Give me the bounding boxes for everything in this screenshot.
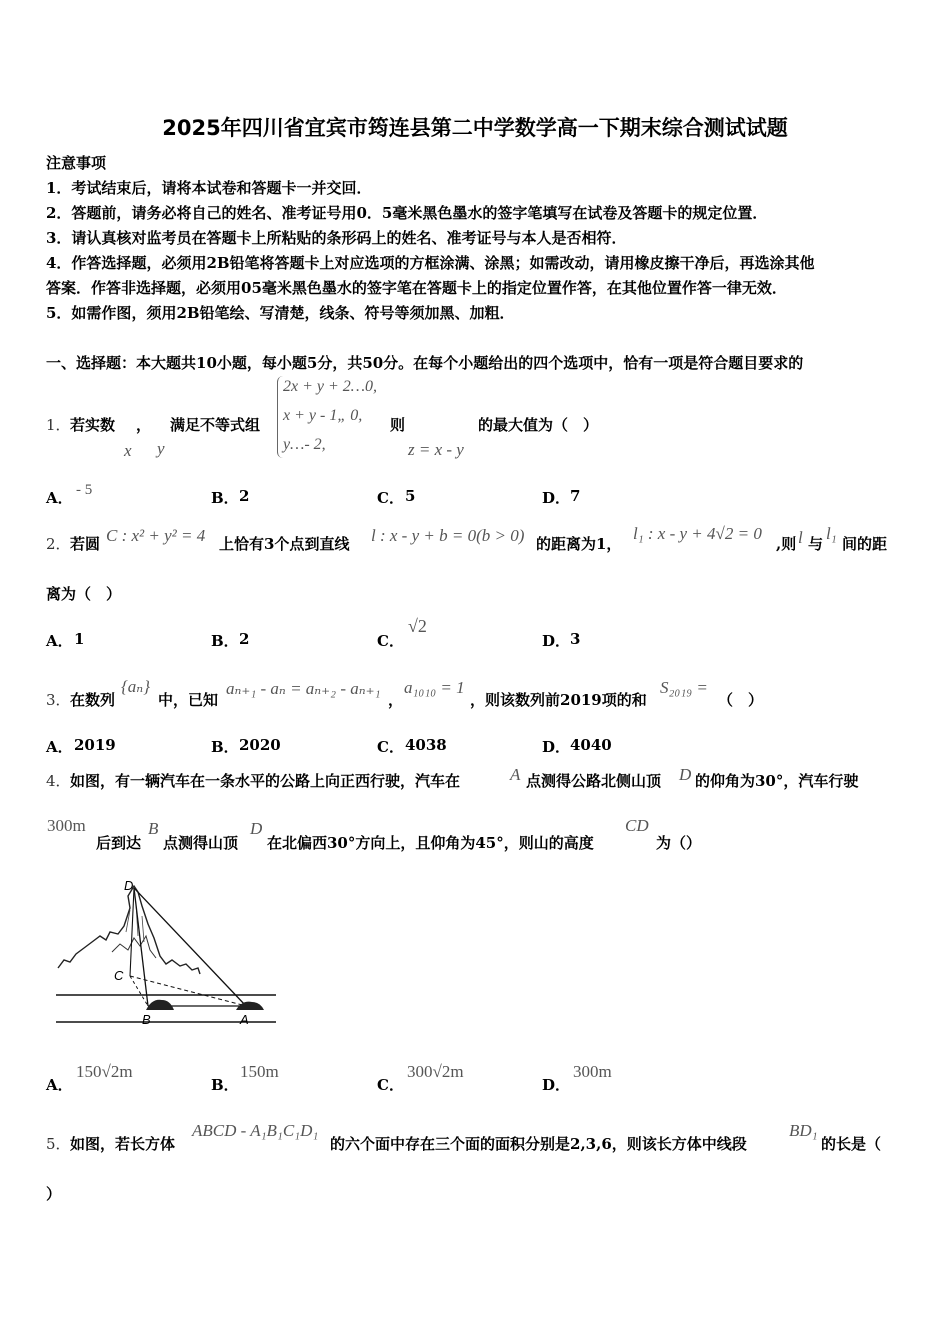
option-value: 5 bbox=[405, 487, 416, 505]
question-text: 若圆 bbox=[70, 535, 101, 553]
math-box: ABCD - A₁B₁C₁D₁ bbox=[192, 1121, 319, 1140]
question-text: 与 bbox=[808, 535, 824, 553]
line-d-to-b bbox=[134, 888, 148, 1006]
math-segment-cd: CD bbox=[625, 816, 649, 835]
option-label: A． bbox=[46, 632, 73, 650]
question-text: 若实数 bbox=[70, 416, 116, 434]
question-text: 如图，有一辆汽车在一条水平的公路上向正西行驶，汽车在 bbox=[70, 772, 461, 790]
question-text: 的距离为1， bbox=[536, 535, 622, 553]
section-heading: 一、选择题：本大题共10小题，每小题5分，共50分。在每个小题给出的四个选项中，恰有一项是符合题目要求的 bbox=[46, 354, 804, 372]
notice-item: 4．作答选择题，必须用2B铅笔将答题卡上对应选项的方框涂满、涂黑；如需改动，请用橡皮擦干净后，再选涂其他 bbox=[46, 254, 815, 272]
option-value: - 5 bbox=[76, 482, 93, 498]
label-d: D bbox=[124, 878, 134, 893]
notice-heading: 注意事项 bbox=[46, 154, 107, 172]
label-c: C bbox=[114, 968, 124, 983]
math-line: l : x - y + b = 0(b > 0) bbox=[371, 526, 525, 545]
math-var-y: y bbox=[157, 439, 165, 458]
question-text: 满足不等式组 bbox=[170, 416, 261, 434]
question-number: 4． bbox=[46, 772, 71, 790]
notice-item: 3．请认真核对监考员在答题卡上所粘贴的条形码上的姓名、准考证号与本人是否相符． bbox=[46, 229, 627, 247]
notice-item: 答案．作答非选择题，必须用05毫米黑色墨水的签字笔在答题卡上的指定位置作答，在其他位置作答一律无效． bbox=[46, 279, 787, 297]
option-value: 3 bbox=[570, 630, 581, 648]
question-text: ） bbox=[46, 1185, 62, 1203]
math-point-b: B bbox=[148, 819, 159, 838]
option-label: D． bbox=[542, 489, 571, 507]
option-label: A． bbox=[46, 1076, 73, 1094]
math-relation: aₙ₊₁ - aₙ = aₙ₊₂ - aₙ₊₁ bbox=[226, 679, 381, 698]
option-label: C． bbox=[377, 489, 404, 507]
option-label: B． bbox=[211, 1076, 239, 1094]
question-text: 则 bbox=[390, 416, 406, 434]
notice-item: 2．答题前，请务必将自己的姓名、准考证号用0．5毫米黑色墨水的签字笔填写在试卷及答题卡的规定位置． bbox=[46, 204, 768, 222]
math-point-a: A bbox=[510, 765, 521, 784]
question-number: 1． bbox=[46, 416, 71, 434]
option-label: B． bbox=[211, 738, 239, 756]
math-seq: {aₙ} bbox=[121, 677, 150, 696]
option-label: D． bbox=[542, 738, 571, 756]
option-label: C． bbox=[377, 632, 404, 650]
math-segment-bd1: BD₁ bbox=[789, 1121, 818, 1140]
question-text: ， bbox=[136, 416, 152, 434]
car-a-icon bbox=[236, 1002, 264, 1010]
line-d-to-c bbox=[130, 888, 134, 976]
math-l1: l₁ bbox=[826, 524, 837, 543]
question-number: 3． bbox=[46, 691, 71, 709]
option-label: C． bbox=[377, 738, 404, 756]
math-line1: l₁ : x - y + 4√2 = 0 bbox=[633, 524, 762, 543]
option-label: A． bbox=[46, 489, 73, 507]
question-number: 5． bbox=[46, 1135, 71, 1153]
question-text: 的六个面中存在三个面的面积分别是2,3,6，则该长方体中线段 bbox=[330, 1135, 747, 1153]
option-label: C． bbox=[377, 1076, 404, 1094]
question-text: 离为（ ） bbox=[46, 585, 122, 603]
option-label: B． bbox=[211, 489, 239, 507]
mountain-figure bbox=[50, 876, 280, 1028]
option-label: D． bbox=[542, 632, 571, 650]
question-text: ,则 bbox=[776, 535, 797, 553]
option-value: 150m bbox=[240, 1062, 279, 1081]
option-value: 7 bbox=[570, 487, 581, 505]
mountain-outline bbox=[58, 886, 200, 974]
notice-item: 1．考试结束后，请将本试卷和答题卡一并交回． bbox=[46, 179, 372, 197]
option-value: 2 bbox=[239, 487, 250, 505]
line-d-to-a bbox=[134, 888, 246, 1006]
math-var-x: x bbox=[124, 441, 132, 460]
question-text: 间的距 bbox=[842, 535, 888, 553]
page-title: 2025年四川省宜宾市筠连县第二中学数学高一下期末综合测试试题 bbox=[162, 116, 788, 140]
question-text: 在北偏西30°方向上，且仰角为45°，则山的高度 bbox=[267, 834, 594, 852]
option-value: 1 bbox=[74, 630, 85, 648]
option-value: 300m bbox=[573, 1062, 612, 1081]
option-value: 2019 bbox=[74, 736, 116, 754]
inequality: y…- 2, bbox=[283, 436, 326, 453]
math-point-d: D bbox=[250, 819, 263, 838]
objective-function: z = x - y bbox=[408, 440, 464, 459]
option-value: 2 bbox=[239, 630, 250, 648]
question-text: 的长是（ bbox=[821, 1135, 882, 1153]
notice-item: 5．如需作图，须用2B铅笔绘、写清楚，线条、符号等须加黑、加粗． bbox=[46, 304, 515, 322]
label-a: A bbox=[240, 1012, 249, 1027]
option-value: 4038 bbox=[405, 736, 447, 754]
option-value: 2020 bbox=[239, 736, 281, 754]
question-text: ，则该数列前2019项的和 bbox=[470, 691, 647, 709]
question-text: 点测得山顶 bbox=[163, 834, 239, 852]
label-b: B bbox=[142, 1012, 151, 1027]
option-label: A． bbox=[46, 738, 73, 756]
inequality: 2x + y + 2…0, bbox=[283, 378, 378, 395]
option-value: 4040 bbox=[570, 736, 612, 754]
mountain-ridge bbox=[112, 936, 156, 958]
math-circle: C : x² + y² = 4 bbox=[106, 526, 206, 545]
question-text: （ ） bbox=[718, 691, 764, 709]
math-sum: S₂₀₁₉ = bbox=[660, 678, 708, 697]
math-point-d: D bbox=[679, 765, 692, 784]
question-text: 如图，若长方体 bbox=[70, 1135, 176, 1153]
question-text: 后到达 bbox=[96, 834, 142, 852]
question-text: ， bbox=[388, 691, 404, 709]
inequality: x + y - 1„ 0, bbox=[283, 407, 363, 424]
option-value: 300√2m bbox=[407, 1062, 464, 1081]
question-text: 的最大值为（ ） bbox=[478, 416, 599, 434]
question-text: 为（） bbox=[656, 834, 702, 852]
car-b-icon bbox=[146, 1000, 174, 1010]
question-number: 2． bbox=[46, 535, 71, 553]
question-text: 中，已知 bbox=[158, 691, 219, 709]
option-value: 150√2m bbox=[76, 1062, 133, 1081]
option-label: B． bbox=[211, 632, 239, 650]
question-text: 在数列 bbox=[70, 691, 116, 709]
question-text: 点测得公路北侧山顶 bbox=[526, 772, 662, 790]
math-distance: 300m bbox=[47, 816, 86, 835]
option-label: D． bbox=[542, 1076, 571, 1094]
question-text: 上恰有3个点到直线 bbox=[219, 535, 350, 553]
option-value: √2 bbox=[408, 616, 427, 636]
math-l: l bbox=[798, 528, 803, 547]
question-text: 的仰角为30°，汽车行驶 bbox=[695, 772, 859, 790]
math-a1010: a₁₀₁₀ = 1 bbox=[404, 678, 465, 697]
